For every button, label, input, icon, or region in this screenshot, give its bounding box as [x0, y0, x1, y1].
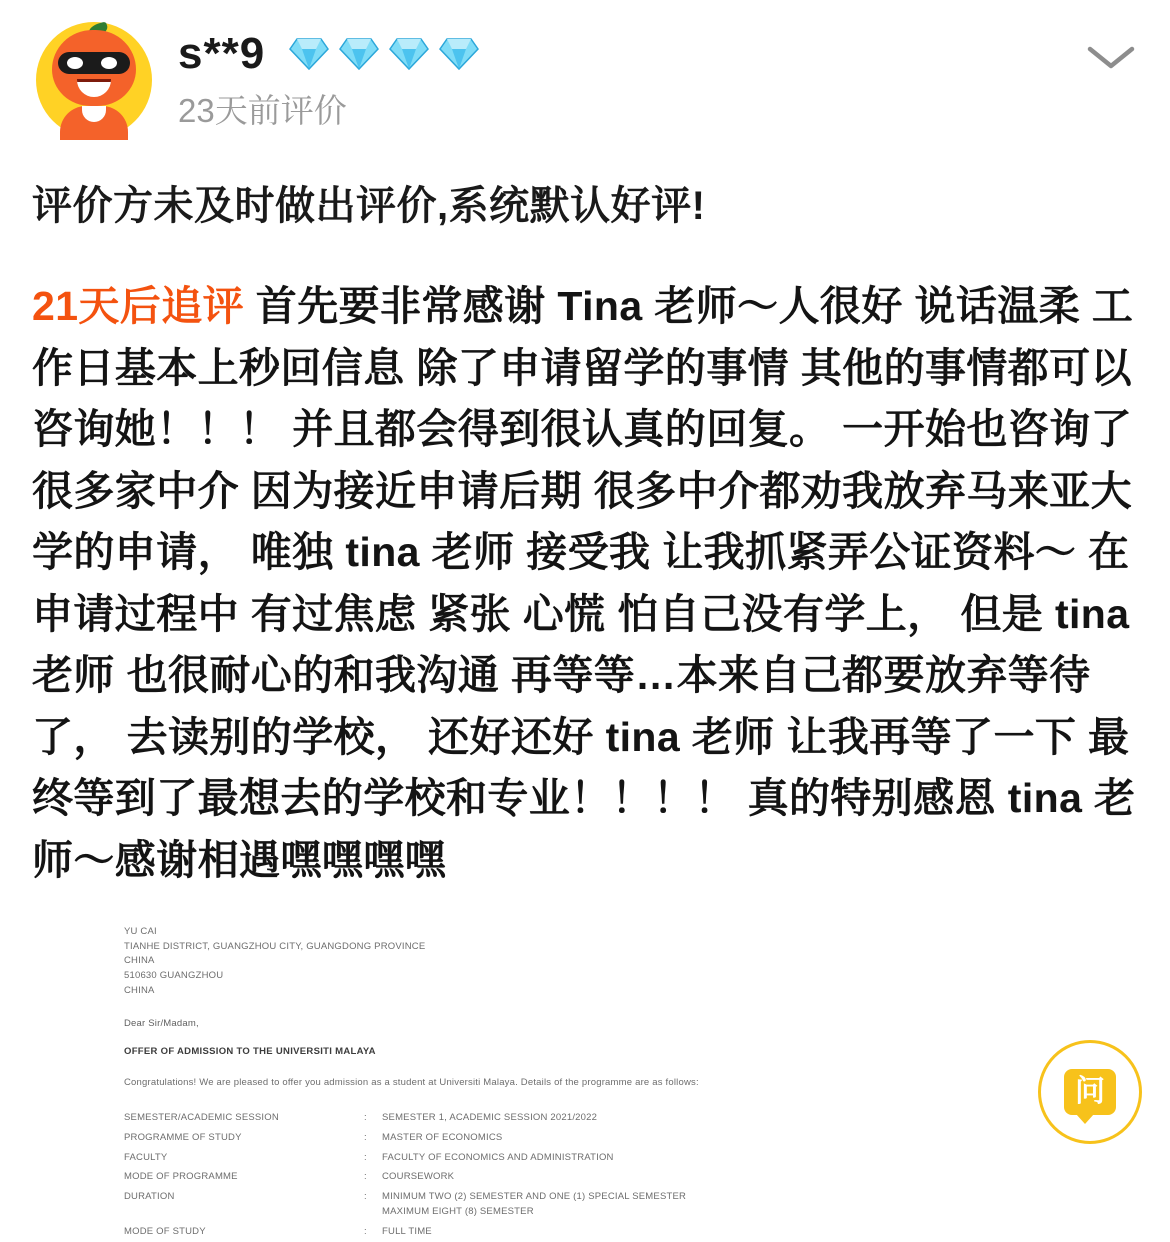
programme-details-table	[124, 1109, 764, 1242]
review-body	[0, 182, 1170, 1242]
detail-key: MODE OF PROGRAMME	[124, 1171, 238, 1183]
address-line: 510630 GUANGZHOU	[124, 970, 224, 982]
reviewer-username: s**9	[178, 29, 266, 78]
table-row	[124, 1109, 764, 1129]
detail-colon: :	[364, 1131, 367, 1143]
followup-review-text	[32, 276, 1142, 891]
review-header	[0, 0, 1170, 138]
detail-key: FACULTY	[124, 1151, 168, 1163]
table-row	[124, 1168, 764, 1188]
diamond-icon	[289, 37, 329, 71]
detail-value: COURSEWORK	[382, 1171, 455, 1183]
followup-tag: 21天后追评	[32, 283, 245, 329]
table-row	[124, 1188, 764, 1222]
detail-value: MASTER OF ECONOMICS	[382, 1131, 503, 1143]
detail-value: FULL TIME	[382, 1225, 432, 1237]
avatar-eye-right	[101, 57, 117, 69]
detail-key: PROGRAMME OF STUDY	[124, 1131, 242, 1143]
diamond-rating	[289, 37, 479, 71]
detail-value: SEMESTER 1, ACADEMIC SESSION 2021/2022	[382, 1112, 598, 1124]
table-row	[124, 1148, 764, 1168]
detail-key: DURATION	[124, 1191, 175, 1203]
diamond-icon	[389, 37, 429, 71]
address-line: CHINA	[124, 955, 155, 967]
letter-paragraph: Congratulations! We are pleased to offer you admission as a student at Universiti Malaya. Details of the programme are as follows:	[124, 1077, 699, 1089]
avatar-eye-left	[67, 57, 83, 69]
diamond-icon	[439, 37, 479, 71]
auto-rating-note: 评价方未及时做出评价,系统默认好评!	[32, 184, 706, 228]
address-line: TIANHE DISTRICT, GUANGZHOU CITY, GUANGDONG PROVINCE	[124, 940, 426, 952]
detail-colon: :	[364, 1151, 367, 1163]
letter-subject: OFFER OF ADMISSION TO THE UNIVERSITI MALAYA	[124, 1046, 376, 1058]
chevron-down-icon[interactable]	[1086, 42, 1136, 72]
address-line: CHINA	[124, 984, 155, 996]
detail-value	[382, 1188, 764, 1222]
review-timestamp: 23天前评价	[178, 92, 347, 129]
detail-key: MODE OF STUDY	[124, 1225, 206, 1237]
name-row	[178, 29, 1142, 78]
ask-question-fab[interactable]	[1038, 1040, 1142, 1144]
diamond-icon	[339, 37, 379, 71]
address-line: YU CAI	[124, 926, 157, 937]
offer-letter-content	[124, 925, 814, 1242]
offer-letter-image[interactable]	[124, 925, 814, 1242]
table-row	[124, 1128, 764, 1148]
detail-colon: :	[364, 1225, 367, 1237]
detail-value-line-2: MAXIMUM EIGHT (8) SEMESTER	[382, 1205, 534, 1217]
reviewer-info	[178, 22, 1142, 127]
question-bubble-icon	[1064, 1069, 1116, 1115]
salutation: Dear Sir/Madam,	[124, 1017, 199, 1029]
detail-colon: :	[364, 1112, 367, 1124]
detail-value: FACULTY OF ECONOMICS AND ADMINISTRATION	[382, 1151, 614, 1163]
detail-colon: :	[364, 1191, 367, 1203]
followup-content: 首先要非常感谢 Tina 老师～人很好 说话温柔 工作日基本上秒回信息 除了申请留学的事情 其他的事情都可以咨询她！！！ 并且都会得到很认真的回复。 一开始也咨询了很多家中介 因为接近申请后期 很多中介都劝我放弃马来亚大学的申请， 唯独 tina 老师 接受我 让我抓紧弄公证资料～ 在申请过程中 有过焦虑 紧张 心慌 怕自己没有学上， 但是 tina 老师 也很耐心的和我沟通 再等等…本来自己都要放弃等待了， 去读别的学校， 还好还好 tina 老师 让我再等了一下 最终等到了最想去的学校和专业！！！！ 真的特别感恩 tina 老师～感谢相遇嘿嘿嘿嘿	[32, 283, 1136, 883]
table-row	[124, 1222, 764, 1242]
recipient-address	[124, 925, 814, 999]
detail-key: SEMESTER/ACADEMIC SESSION	[124, 1112, 279, 1124]
avatar[interactable]	[36, 22, 152, 138]
detail-colon: :	[364, 1171, 367, 1183]
detail-value-line-1: MINIMUM TWO (2) SEMESTER AND ONE (1) SPECIAL SEMESTER	[382, 1191, 687, 1203]
fab-label: 问	[1075, 1075, 1105, 1108]
